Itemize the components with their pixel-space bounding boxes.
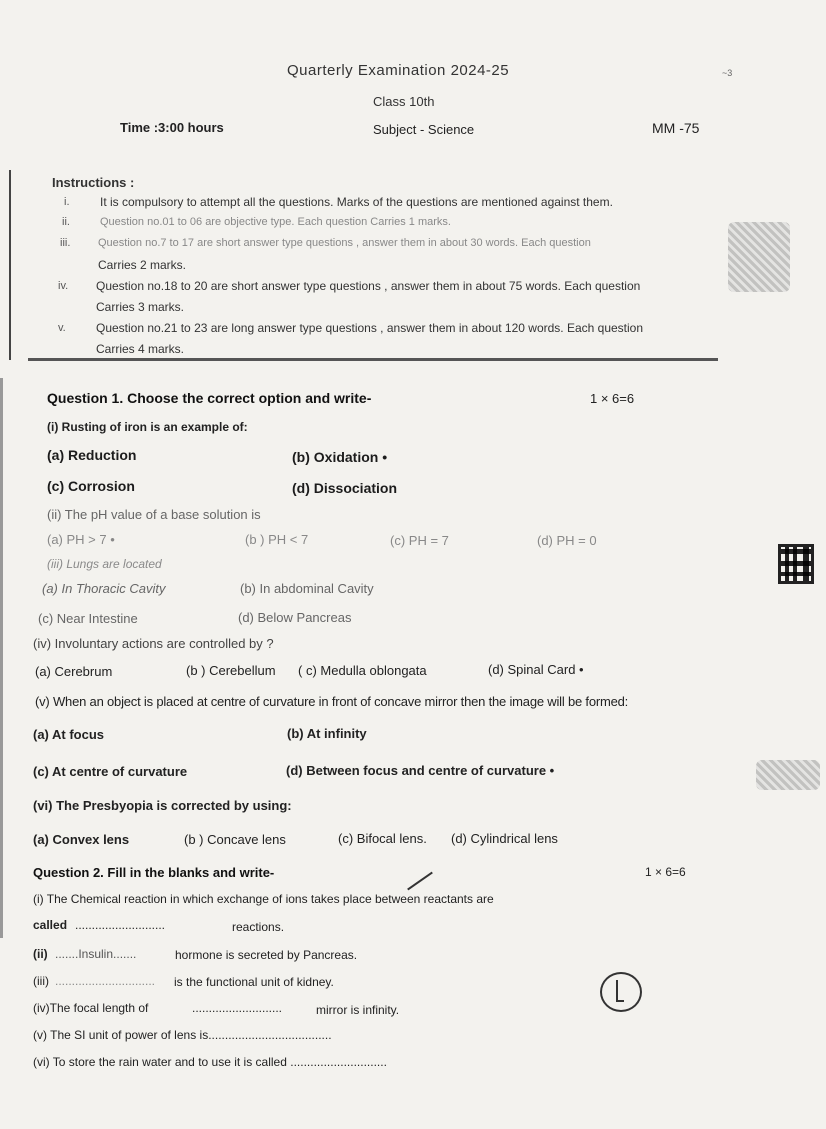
q1-iv-option-c: ( c) Medulla oblongata [298, 663, 427, 678]
instruction-text: Question no.21 to 23 are long answer type questions , answer them in about 120 words. Each question [96, 321, 644, 335]
q1-v-option-b: (b) At infinity [287, 726, 367, 741]
q2-iv-text: (iv)The focal length of [33, 1001, 149, 1015]
q2-iii-num: (iii) [33, 974, 49, 988]
max-marks-label: MM -75 [652, 120, 700, 136]
q1-iii-option-c: (c) Near Intestine [38, 611, 138, 626]
instruction-continuation: Carries 2 marks. [98, 258, 187, 272]
q2-vi-text: (vi) To store the rain water and to use it is called ............................. [33, 1055, 387, 1069]
q2-v-text: (v) The SI unit of power of lens is..................................... [33, 1028, 332, 1042]
q2-ii-text: hormone is secreted by Pancreas. [175, 948, 358, 962]
instruction-number: iv. [58, 280, 69, 292]
q1-v-option-a: (a) At focus [33, 727, 105, 742]
q1-vi-question: (vi) The Presbyopia is corrected by using: [33, 798, 292, 813]
q1-v-option-c: (c) At centre of curvature [33, 764, 188, 779]
instruction-text: It is compulsory to attempt all the questions. Marks of the questions are mentioned against them. [100, 195, 613, 209]
q2-iii-text: is the functional unit of kidney. [174, 975, 334, 989]
instruction-text: Question no.18 to 20 are short answer type questions , answer them in about 75 words. Each question [96, 279, 641, 293]
question-1-title: Question 1. Choose the correct option and write- [47, 390, 372, 406]
instruction-number: iii. [60, 237, 71, 249]
q1-i-option-c: (c) Corrosion [47, 478, 135, 494]
q1-ii-option-a: (a) PH > 7 • [47, 532, 115, 547]
q1-iii-question: (iii) Lungs are located [47, 557, 162, 571]
instruction-number: v. [58, 322, 66, 334]
q1-i-option-d: (d) Dissociation [292, 480, 398, 496]
scan-smudge [756, 760, 820, 790]
q1-vi-option-a: (a) Convex lens [33, 832, 130, 847]
instruction-text: Question no.01 to 06 are objective type. Each question Carries 1 marks. [100, 216, 451, 228]
question-2-marks: 1 × 6=6 [645, 865, 686, 879]
teacher-mark-stamp [600, 972, 642, 1012]
q1-iv-option-d: (d) Spinal Card • [488, 662, 584, 677]
q2-ii-blank: .......Insulin....... [55, 947, 137, 961]
q2-ii-num: (ii) [33, 947, 48, 961]
q1-iv-question: (iv) Involuntary actions are controlled by ? [33, 636, 274, 651]
instruction-number: i. [64, 196, 70, 208]
instruction-continuation: Carries 3 marks. [96, 300, 185, 314]
q1-ii-option-d: (d) PH = 0 [537, 533, 597, 548]
pen-stroke [407, 872, 433, 891]
q1-v-option-d: (d) Between focus and centre of curvature • [286, 763, 555, 778]
q1-ii-option-b: (b ) PH < 7 [245, 532, 309, 547]
q1-v-question: (v) When an object is placed at centre of curvature in front of concave mirror then the image will be formed: [35, 694, 629, 709]
q1-ii-option-c: (c) PH = 7 [390, 533, 449, 548]
q1-ii-question: (ii) The pH value of a base solution is [47, 507, 261, 522]
instructions-divider [28, 358, 718, 361]
qr-code [778, 544, 814, 584]
q2-iv-suffix: mirror is infinity. [316, 1003, 400, 1017]
q2-i-text: (i) The Chemical reaction in which exchange of ions takes place between reactants are [33, 892, 494, 906]
q2-iii-blank: .............................. [55, 974, 156, 988]
q1-vi-option-c: (c) Bifocal lens. [338, 831, 427, 846]
q1-iii-option-d: (d) Below Pancreas [238, 610, 352, 625]
q2-i-called: called [33, 918, 68, 932]
q1-i-option-a: (a) Reduction [47, 447, 137, 463]
q1-vi-option-b: (b ) Concave lens [184, 832, 286, 847]
time-label: Time :3:00 hours [120, 120, 224, 135]
q1-iii-option-a: (a) In Thoracic Cavity [42, 581, 166, 596]
q1-iii-option-b: (b) In abdominal Cavity [240, 581, 374, 596]
q1-iv-option-a: (a) Cerebrum [35, 664, 113, 679]
instruction-text: Question no.7 to 17 are short answer type questions , answer them in about 30 words. Each question [98, 237, 591, 249]
instruction-number: ii. [62, 216, 70, 228]
question-2-title: Question 2. Fill in the blanks and write- [33, 865, 275, 880]
scan-smudge [728, 222, 790, 292]
question-1-marks: 1 × 6=6 [590, 391, 635, 406]
q1-vi-option-d: (d) Cylindrical lens [451, 831, 558, 846]
q1-i-option-b: (b) Oxidation • [292, 449, 388, 465]
q1-iv-option-b: (b ) Cerebellum [186, 663, 276, 678]
q2-i-blank: ........................... [75, 918, 166, 932]
q2-iv-blank: ........................... [192, 1001, 283, 1015]
corner-mark: ~3 [722, 68, 733, 78]
margin-line [0, 378, 3, 938]
subject-label: Subject - Science [373, 122, 475, 137]
instructions-heading: Instructions : [52, 175, 135, 190]
q2-i-suffix: reactions. [232, 920, 285, 934]
instruction-continuation: Carries 4 marks. [96, 342, 185, 356]
class-label: Class 10th [373, 94, 435, 109]
q1-i-question: (i) Rusting of iron is an example of: [47, 420, 248, 434]
exam-title: Quarterly Examination 2024-25 [287, 62, 510, 79]
